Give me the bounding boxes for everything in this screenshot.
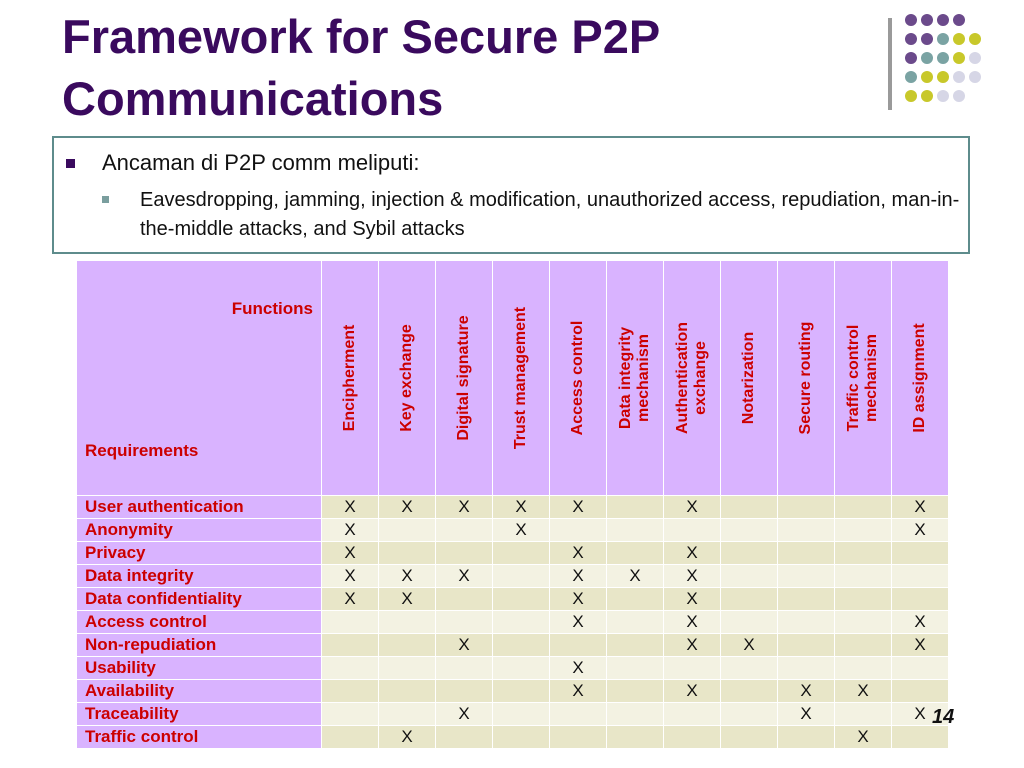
table-cell: X: [379, 588, 436, 611]
table-cell: [778, 496, 835, 519]
function-column-header: [664, 261, 721, 496]
table-cell: X: [436, 634, 493, 657]
bullet-textbox: [52, 136, 970, 254]
page-number: 14: [932, 706, 955, 728]
table-cell: [550, 726, 607, 749]
function-label-line: Digital signature: [455, 315, 472, 441]
function-column-header: [835, 261, 892, 496]
title-divider: [888, 18, 892, 110]
bullet-text: Eavesdropping, jamming, injection & modification, unauthorized access, repudiation, man-in-the-middle attacks, and Sybil attacks: [140, 189, 960, 240]
requirement-label: Availability: [77, 680, 322, 703]
table-cell: [493, 680, 550, 703]
table-cell: X: [550, 542, 607, 565]
table-cell: [835, 519, 892, 542]
table-cell: [607, 634, 664, 657]
table-row: [77, 588, 949, 611]
table-row: [77, 680, 949, 703]
table-cell: X: [664, 634, 721, 657]
function-column-header: [550, 261, 607, 496]
decorative-dot: [969, 71, 981, 83]
table-cell: [607, 680, 664, 703]
table-cell: [436, 657, 493, 680]
table-cell: [322, 657, 379, 680]
function-label-line: Traffic control: [845, 324, 862, 432]
function-label-line: Secure routing: [797, 321, 814, 435]
table-cell: X: [721, 634, 778, 657]
table-cell: [835, 611, 892, 634]
function-label-line: Access control: [569, 320, 586, 436]
table-cell: [607, 726, 664, 749]
requirement-label: Privacy: [77, 542, 322, 565]
table-cell: X: [664, 565, 721, 588]
table-cell: [835, 588, 892, 611]
decorative-dot: [953, 14, 965, 26]
requirement-label: Usability: [77, 657, 322, 680]
table-cell: X: [550, 657, 607, 680]
decorative-dot: [937, 90, 949, 102]
table-cell: X: [892, 611, 949, 634]
function-label: [617, 327, 653, 429]
square-bullet-icon: [102, 196, 109, 203]
table-cell: X: [322, 588, 379, 611]
table-cell: X: [550, 588, 607, 611]
table-cell: [721, 588, 778, 611]
function-label-line: exchange: [692, 341, 709, 415]
table-cell: [835, 703, 892, 726]
table-cell: [835, 634, 892, 657]
table-cell: [379, 634, 436, 657]
function-label: [512, 307, 530, 449]
table-cell: [607, 588, 664, 611]
table-row: [77, 565, 949, 588]
table-cell: [322, 726, 379, 749]
function-label-line: Data integrity: [617, 326, 634, 430]
table-cell: [892, 588, 949, 611]
decorative-dot: [905, 52, 917, 64]
table-cell: [322, 634, 379, 657]
decorative-dot: [937, 52, 949, 64]
decorative-dot: [937, 71, 949, 83]
function-column-header: [379, 261, 436, 496]
table-cell: X: [379, 565, 436, 588]
function-column-header: [436, 261, 493, 496]
table-cell: [835, 496, 892, 519]
table-cell: [778, 565, 835, 588]
function-label-line: Trust management: [512, 306, 529, 450]
table-cell: X: [664, 542, 721, 565]
function-label: [569, 321, 587, 436]
table-cell: [664, 726, 721, 749]
decorative-dot: [905, 71, 917, 83]
table-cell: [322, 703, 379, 726]
table-cell: [436, 726, 493, 749]
function-label: [674, 322, 710, 434]
table-row: [77, 703, 949, 726]
table-cell: [778, 611, 835, 634]
decorative-dot: [905, 90, 917, 102]
requirement-label: Data integrity: [77, 565, 322, 588]
table-cell: [664, 657, 721, 680]
decorative-dot: [921, 52, 933, 64]
table-row: [77, 496, 949, 519]
requirement-label: Non-repudiation: [77, 634, 322, 657]
table-cell: [607, 657, 664, 680]
table-cell: [721, 519, 778, 542]
table-cell: [436, 588, 493, 611]
decorative-dot: [953, 71, 965, 83]
table-cell: X: [379, 496, 436, 519]
table-cell: [778, 634, 835, 657]
table-cell: [892, 542, 949, 565]
requirement-label: Traceability: [77, 703, 322, 726]
table-cell: [493, 565, 550, 588]
decorative-dot: [953, 52, 965, 64]
decorative-dot: [969, 33, 981, 45]
table-cell: [493, 657, 550, 680]
function-label: [455, 315, 473, 440]
table-cell: [379, 703, 436, 726]
table-cell: X: [664, 496, 721, 519]
function-label-line: Notarization: [740, 331, 757, 425]
table-cell: X: [436, 703, 493, 726]
table-cell: X: [778, 703, 835, 726]
table-cell: [436, 519, 493, 542]
function-column-header: [721, 261, 778, 496]
table-cell: [721, 726, 778, 749]
decorative-dot: [921, 14, 933, 26]
table-corner-cell: [77, 261, 322, 496]
function-label-line: ID assignment: [911, 323, 928, 433]
function-label-line: mechanism: [863, 333, 880, 423]
table-cell: X: [550, 680, 607, 703]
decorative-dot: [921, 90, 933, 102]
table-cell: X: [322, 519, 379, 542]
decorative-dot: [937, 14, 949, 26]
table-cell: [721, 703, 778, 726]
table-cell: [778, 519, 835, 542]
functions-label: Functions: [231, 299, 313, 318]
table-cell: [493, 611, 550, 634]
requirement-label: Anonymity: [77, 519, 322, 542]
decorative-dot: [921, 71, 933, 83]
table-cell: [778, 542, 835, 565]
table-cell: X: [892, 703, 949, 726]
table-cell: [835, 657, 892, 680]
table-cell: X: [664, 611, 721, 634]
function-column-header: [892, 261, 949, 496]
function-label: [797, 322, 815, 435]
function-label: [740, 332, 758, 424]
table-cell: [436, 611, 493, 634]
table-cell: X: [322, 496, 379, 519]
function-label-line: Authentication: [674, 322, 691, 434]
table-cell: [379, 657, 436, 680]
decorative-dot: [921, 33, 933, 45]
table-cell: [436, 542, 493, 565]
table-cell: [721, 496, 778, 519]
table-cell: [379, 519, 436, 542]
table-cell: [436, 680, 493, 703]
table-cell: [607, 611, 664, 634]
table-cell: X: [892, 496, 949, 519]
table-cell: [721, 611, 778, 634]
table-cell: X: [379, 726, 436, 749]
table-cell: X: [493, 519, 550, 542]
function-label-line: Key exchange: [398, 324, 415, 432]
table-cell: [835, 542, 892, 565]
table-cell: X: [550, 611, 607, 634]
table-row: [77, 519, 949, 542]
table-row: [77, 726, 949, 749]
table-cell: [664, 703, 721, 726]
table-row: [77, 611, 949, 634]
table-cell: [550, 703, 607, 726]
decorative-dot: [937, 33, 949, 45]
table-cell: X: [778, 680, 835, 703]
bullet-text: Ancaman di P2P comm meliputi:: [102, 150, 420, 175]
function-column-header: [778, 261, 835, 496]
function-label-line: mechanism: [635, 333, 652, 423]
table-cell: X: [322, 565, 379, 588]
table-cell: [664, 519, 721, 542]
table-cell: [778, 726, 835, 749]
requirements-label: Requirements: [85, 441, 199, 460]
table-cell: [721, 542, 778, 565]
table-cell: [379, 611, 436, 634]
function-label: [911, 323, 929, 432]
table-cell: [493, 726, 550, 749]
function-label: [845, 325, 881, 432]
table-cell: X: [436, 496, 493, 519]
table-cell: [379, 680, 436, 703]
table-cell: [550, 519, 607, 542]
table-cell: [607, 703, 664, 726]
requirement-label: Access control: [77, 611, 322, 634]
table-cell: [493, 588, 550, 611]
table-cell: [778, 588, 835, 611]
square-bullet-icon: [66, 159, 75, 168]
table-cell: X: [892, 634, 949, 657]
requirement-label: Traffic control: [77, 726, 322, 749]
table-cell: [493, 542, 550, 565]
table-cell: X: [892, 519, 949, 542]
table-header-row: [77, 261, 949, 496]
table-cell: [778, 657, 835, 680]
slide-title: Framework for Secure P2P Communications: [62, 10, 660, 125]
decorative-dot: [905, 14, 917, 26]
table-cell: [721, 680, 778, 703]
table-cell: X: [835, 680, 892, 703]
table-cell: X: [436, 565, 493, 588]
table-cell: [892, 565, 949, 588]
table-row: [77, 657, 949, 680]
function-column-header: [322, 261, 379, 496]
table-cell: X: [607, 565, 664, 588]
requirement-label: User authentication: [77, 496, 322, 519]
table-cell: [892, 680, 949, 703]
table-cell: X: [835, 726, 892, 749]
table-cell: [892, 657, 949, 680]
table-cell: [607, 542, 664, 565]
function-label: [341, 325, 359, 432]
table-cell: X: [322, 542, 379, 565]
table-cell: [835, 565, 892, 588]
function-column-header: [607, 261, 664, 496]
table-cell: [721, 657, 778, 680]
table-cell: X: [664, 680, 721, 703]
requirement-label: Data confidentiality: [77, 588, 322, 611]
function-label: [398, 324, 416, 432]
table-row: [77, 634, 949, 657]
table-cell: [493, 634, 550, 657]
decorative-dot: [953, 33, 965, 45]
table-cell: [550, 634, 607, 657]
table-cell: [379, 542, 436, 565]
table-row: [77, 542, 949, 565]
table-cell: X: [550, 565, 607, 588]
table-cell: X: [493, 496, 550, 519]
table-cell: [322, 611, 379, 634]
table-cell: [607, 519, 664, 542]
decorative-dot-grid: [905, 14, 985, 114]
table-cell: [607, 496, 664, 519]
table-body: [77, 496, 949, 749]
table-cell: [721, 565, 778, 588]
table-cell: [493, 703, 550, 726]
requirements-functions-table: [76, 260, 949, 749]
decorative-dot: [969, 52, 981, 64]
function-label-line: Encipherment: [341, 324, 358, 432]
function-column-header: [493, 261, 550, 496]
decorative-dot: [905, 33, 917, 45]
table-cell: [322, 680, 379, 703]
table-cell: X: [664, 588, 721, 611]
table-cell: X: [550, 496, 607, 519]
decorative-dot: [953, 90, 965, 102]
